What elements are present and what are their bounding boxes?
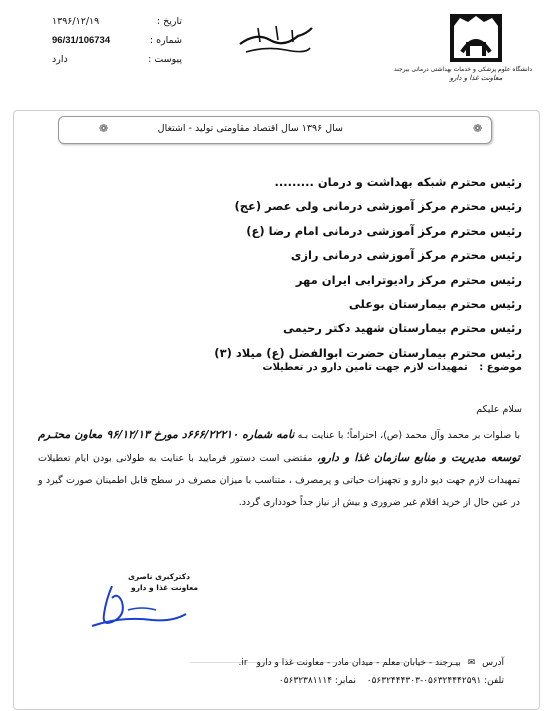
meta-number [52,31,182,50]
recipient-line: رئیس محترم بیمارستان بوعلی [348,296,522,311]
university-name: دانشگاه علوم پزشکی و خدمات بهداشتی درمانی بیرجند [394,66,532,73]
letter-footer [38,658,504,694]
bismillah-calligraphy [236,18,316,60]
meta-attachment [52,50,182,69]
fax-number: ۰۵۶۳۲۳۸۱۱۱۴ [278,676,333,686]
address-label: آدرس [482,658,504,668]
meta-date-label: تاریخ : [156,16,182,27]
signatory-title: معاونت غذا و دارو [130,583,198,592]
mail-icon: ✉ [467,658,476,668]
subject-label: موضوع : [479,362,522,373]
year-slogan-banner [58,116,492,144]
bismillah-text: بسمه تعالی [276,58,281,59]
recipient-line: رئیس محترم بیمارستان حضرت ابوالفضل (ع) میلاد (۳) [214,345,522,360]
body-intro: با صلوات بر محمد وآل محمد (ص)، احتراماً؛ با عنایت بـه [297,430,521,441]
signatory-name: دکترکبری ناصری [128,572,190,581]
meta-attachment-value: دارد [52,54,68,65]
building-emblem-icon [448,12,504,64]
recipient-line: رئیس محترم بیمارستان شهید دکتر رحیمی [282,321,522,336]
letter-subject [263,362,522,373]
recipient-line: رئیس محترم مرکز آموزشی درمانی امام رضا (ع) [246,223,522,238]
meta-attachment-label: پیوست : [148,54,182,65]
flower-ornament-icon: ❁ [473,122,483,135]
department-name: معاونت غذا و دارو [449,74,503,82]
greeting: سلام علیکم [476,404,522,415]
fax-label: نمابر: [334,676,356,686]
phone-number: ۰۵۶۳۲۴۴۴۲۵۹۱-۰۵۶۳۲۴۴۴۳۰۳ [366,676,482,686]
handwritten-signature [82,580,192,632]
signature-block [82,572,202,632]
recipient-line: رئیس محترم مرکز رادیوترابی ایران مهر [295,272,522,287]
meta-date [52,12,182,31]
flower-ornament-icon: ❁ [99,122,109,135]
subject-text: تمهیدات لازم جهت تامین دارو در تعطیلات [262,362,468,373]
footer-address-line [38,658,504,676]
letter-meta [52,12,182,69]
body-reference: نامه شماره ۶۶۶/۲۲۲۱۰د مورخ ۹۶/۱۲/۱۳ معاون محتـرم توسعه مدیریت و منابع سازمان غذا و دارو، [38,428,520,464]
recipient-list [102,170,522,365]
letter-body [38,424,520,514]
university-logo [394,12,532,102]
letter-header [0,0,550,106]
meta-number-value: 96/31/106734 [52,35,111,46]
phone-label: تلفن: [484,676,504,686]
year-slogan-text: سال ۱۳۹۶ سال اقتصاد مقاومتی تولید - اشتغال [157,123,343,134]
recipient-line: رئیس محترم شبکه بهداشت و درمان ......... [274,175,522,189]
website-suffix: ir. [238,658,248,668]
footer-contact-line [38,676,504,694]
meta-number-label: شماره : [149,35,182,46]
address-text: بیـرجند - خیابان معلم - میدان مادر - معاونت غذا و دارو [256,658,461,668]
recipient-line: رئیس محترم مرکز آموزشی درمانی ولی عصر (عج) [234,199,522,214]
meta-date-value: ۱۳۹۶/۱۲/۱۹ [52,16,100,27]
recipient-line: رئیس محترم مرکز آموزشی درمانی رازی [290,248,522,263]
body-request: مقتضی است دستور فرمایید با عنایت به طولانی بودن ایام تعطیلات تمهیدات لازم جهت دپو دارو و تجهیزات حیاتی و پرمصرف ، متناسب با میزان مصرف در سطح قابل اطمینان صورت گیرد و در عین حال از خرید اقلام غیر ضروری و بیش از نیاز جداً خودداری گردد. [38,453,520,508]
